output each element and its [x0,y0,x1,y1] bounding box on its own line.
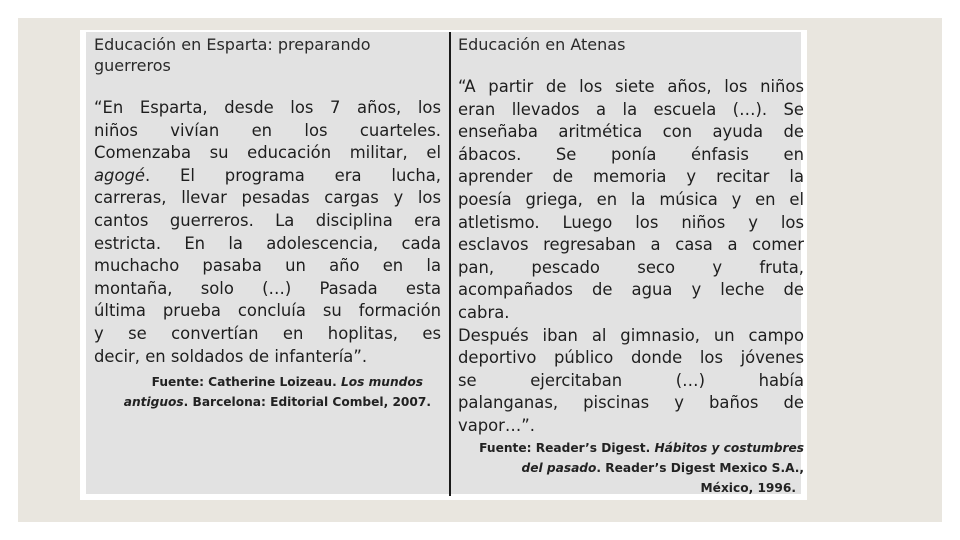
sparta-source-prefix: Fuente: Catherine Loizeau. [151,375,341,390]
quote-line: cabra. [458,302,510,322]
quote-line: pan, pescado seco y fruta, [458,257,804,277]
quote-line: poesía griega, en la música y en el [458,189,804,209]
quote-line: decir, en soldados de infantería”. [94,346,368,366]
agoge-term: agogé [94,165,145,185]
quote-line: se ejercitaban (…) había [458,370,804,390]
sparta-source-suffix: . Barcelona: Editorial Combel, 2007. [183,395,431,410]
athens-source-title-b: del pasado [521,460,597,475]
quote-line: deportivo público donde los jóvenes [458,348,804,368]
quote-line: vapor…”. [458,415,536,435]
text-panel [80,30,807,500]
athens-column [458,32,804,498]
sparta-quote [94,97,441,368]
quote-line: carreras, llevar pesadas cargas y los [94,188,441,208]
athens-source-title-a: Hábitos y costumbres [654,440,804,455]
sparta-source [94,372,441,412]
athens-source [458,438,804,498]
quote-line: y se convertían en hoplitas, es [94,323,441,343]
comparison-box [86,32,804,495]
quote-line: estricta. En la adolescencia, cada [94,233,441,253]
column-divider [449,32,451,496]
sparta-column [94,32,441,412]
quote-line: Después iban al gimnasio, un campo [458,325,804,345]
athens-quote [458,76,804,438]
quote-line: “En Esparta, desde los 7 años, los [94,98,441,117]
quote-line: enseñaba aritmética con ayuda de [458,122,804,142]
quote-line: muchacho pasaba un año en la [94,256,441,276]
athens-source-suffix: . Reader’s Digest Mexico S.A., [596,460,804,475]
quote-line: esclavos regresaban a casa a comer [458,235,804,255]
quote-line: atletismo. Luego los niños y los [458,212,804,232]
sparta-source-title-b: antiguos [123,395,184,410]
quote-line: acompañados de agua y leche de [458,280,804,300]
sparta-heading: Educación en Esparta: preparando guerreros [94,35,371,75]
quote-line: ábacos. Se ponía énfasis en [458,144,804,164]
quote-line: eran llevados a la escuela (…). Se [458,99,804,119]
athens-source-last: México, 1996. [700,480,796,495]
quote-line: última prueba concluía su formación [94,301,441,321]
athens-heading: Educación en Atenas [458,35,626,54]
athens-source-prefix: Fuente: Reader’s Digest. [479,440,655,455]
quote-line: agogé. El programa era lucha, [94,165,441,185]
sparta-source-title-a: Los mundos [340,375,423,390]
quote-line: cantos guerreros. La disciplina era [94,210,441,230]
quote-line: “A partir de los siete años, los niños [458,77,804,96]
quote-line: Comenzaba su educación militar, el [94,143,441,163]
quote-line: niños vivían en los cuarteles. [94,120,441,140]
quote-line: aprender de memoria y recitar la [458,167,804,187]
quote-line: palanganas, piscinas y baños de [458,393,804,413]
quote-line: montaña, solo (…) Pasada esta [94,278,441,298]
